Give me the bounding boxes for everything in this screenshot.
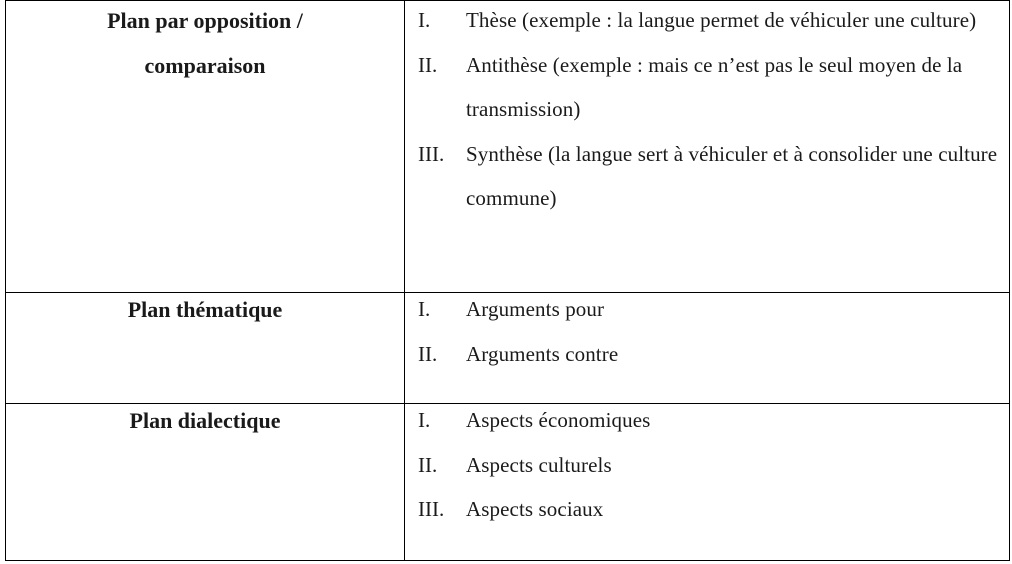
- list-item: [405, 132, 999, 221]
- plan-item-list: [405, 0, 1009, 221]
- item-text: Arguments pour: [466, 297, 605, 321]
- plan-items-cell: [405, 404, 1010, 561]
- plan-items-cell: [405, 1, 1010, 293]
- item-text: Aspects culturels: [466, 452, 612, 477]
- plan-label: Plan par opposition / comparaison: [107, 8, 303, 78]
- list-item: [405, 398, 999, 443]
- item-number: II.: [418, 341, 438, 366]
- plan-items-cell: [405, 293, 1010, 404]
- plan-label: Plan thématique: [127, 297, 283, 322]
- item-text: Antithèse (exemple : mais ce n’est pas le seul moyen de la transmission): [466, 52, 963, 121]
- table-row: [6, 404, 1010, 561]
- plan-label-cell: [6, 404, 405, 561]
- item-number: I.: [418, 297, 431, 321]
- item-text: Thèse (exemple : la langue permet de véhiculer une culture): [466, 8, 977, 32]
- plan-label-cell: [6, 1, 405, 293]
- plan-item-list: [405, 398, 1009, 532]
- list-item: [405, 43, 999, 132]
- item-number: I.: [418, 408, 431, 432]
- item-number: III.: [418, 497, 445, 521]
- table-row: [6, 1, 1010, 293]
- item-number: II.: [418, 452, 438, 477]
- list-item: [405, 0, 999, 43]
- list-item: [405, 332, 999, 377]
- list-item: [405, 487, 999, 532]
- item-text: Aspects économiques: [466, 408, 651, 432]
- item-text: Arguments contre: [466, 341, 619, 366]
- list-item: [405, 287, 999, 332]
- plan-label-cell: [6, 293, 405, 404]
- item-text: Synthèse (la langue sert à véhiculer et à consolider une culture commune): [466, 141, 998, 210]
- plan-item-list: [405, 287, 1009, 376]
- item-number: III.: [418, 141, 445, 166]
- table-row: [6, 293, 1010, 404]
- item-number: II.: [418, 52, 438, 77]
- item-text: Aspects sociaux: [466, 497, 604, 521]
- plans-table: [5, 0, 1010, 561]
- list-item: [405, 443, 999, 488]
- item-number: I.: [418, 8, 431, 32]
- plan-label: Plan dialectique: [129, 408, 281, 433]
